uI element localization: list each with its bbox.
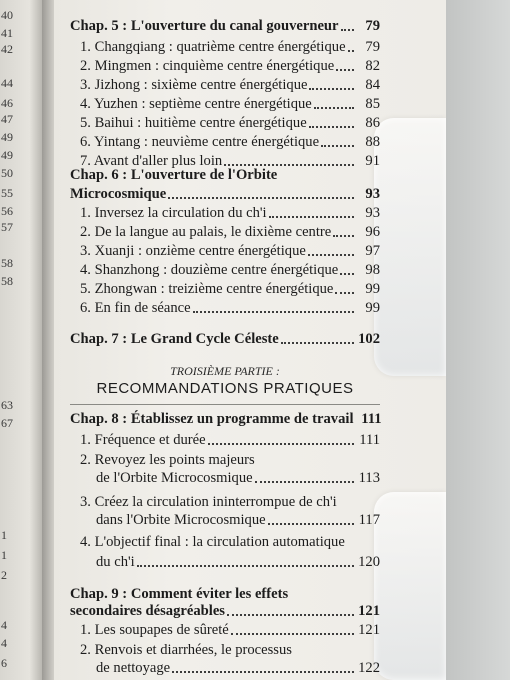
chapter-9-heading-cont: secondaires désagréables 121 [70, 603, 380, 620]
toc-entry: 3. Créez la circulation ininterrompue de ch'i [80, 494, 337, 511]
toc-entry: 5. Zhongwan : treizième centre énergétique 99 [80, 281, 380, 298]
toc-entry: 3. Xuanji : onzième centre énergétique 97 [80, 243, 380, 260]
left-page-number: 47 [1, 112, 13, 126]
left-page-number: 50 [1, 166, 13, 180]
toc-entry: 6. En fin de séance 99 [80, 300, 380, 317]
left-page-number: 63 [1, 398, 13, 412]
left-page-number: 58 [1, 274, 13, 288]
chapter-8-heading: Chap. 8 : Établissez un programme de travail 111 [70, 411, 382, 428]
toc-entry: 1. Inversez la circulation du ch'i 93 [80, 205, 380, 222]
part-title: RECOMMANDATIONS PRATIQUES [96, 380, 354, 397]
left-page-number: 58 [1, 256, 13, 270]
left-page-number: 56 [1, 204, 13, 218]
left-page-number: 4 [1, 636, 7, 650]
toc-page [54, 0, 446, 680]
left-page-number: 4 [1, 618, 7, 632]
toc-entry: 4. Yuzhen : septième centre énergétique 85 [80, 96, 380, 113]
toc-entry: 7. Avant d'aller plus loin 91 [80, 153, 380, 170]
left-page-number: 1 [1, 548, 7, 562]
toc-entry: 4. Shanzhong : douzième centre énergétique 98 [80, 262, 380, 279]
chapter-5-heading: Chap. 5 : L'ouverture du canal gouverneur 79 [70, 18, 380, 35]
left-page-number: 40 [1, 8, 13, 22]
toc-entry-cont: de l'Orbite Microcosmique 113 [96, 470, 380, 487]
left-page-number: 44 [1, 76, 13, 90]
left-page-number: 55 [1, 186, 13, 200]
left-page-number: 49 [1, 130, 13, 144]
left-page-number: 42 [1, 42, 13, 56]
toc-entry: 3. Jizhong : sixième centre énergétique 84 [80, 77, 380, 94]
toc-entry: 1. Changqiang : quatrième centre énergétique 79 [80, 39, 380, 56]
left-page-number: 67 [1, 416, 13, 430]
left-page-number: 49 [1, 148, 13, 162]
left-page-number: 46 [1, 96, 13, 110]
left-page-edge [0, 0, 42, 680]
toc-entry: 2. Revoyez les points majeurs [80, 452, 255, 469]
toc-entry: 2. Mingmen : cinquième centre énergétique 82 [80, 58, 380, 75]
chapter-9-heading: Chap. 9 : Comment éviter les effets [70, 586, 289, 603]
toc-entry: 2. Renvois et diarrhées, le processus [80, 642, 292, 659]
chapter-6-heading-cont: Microcosmique 93 [70, 186, 380, 203]
toc-entry: 4. L'objectif final : la circulation automatique [80, 534, 345, 551]
toc-entry: 2. De la langue au palais, le dixième centre 96 [80, 224, 380, 241]
left-page-number: 2 [1, 568, 7, 582]
toc-entry: 5. Baihui : huitième centre énergétique 86 [80, 115, 380, 132]
plastic-page-holder [374, 118, 446, 376]
chapter-7-heading: Chap. 7 : Le Grand Cycle Céleste 102 [70, 331, 380, 348]
left-page-number: 6 [1, 656, 7, 670]
toc-entry-cont: dans l'Orbite Microcosmique 117 [96, 512, 380, 529]
toc-entry: 1. Fréquence et durée 111 [80, 432, 380, 449]
toc-entry: 6. Yintang : neuvième centre énergétique 88 [80, 134, 380, 151]
toc-entry-cont: de nettoyage 122 [96, 660, 380, 677]
toc-entry-cont: du ch'i 120 [96, 554, 380, 571]
left-page-number: 57 [1, 220, 13, 234]
part-label: TROISIÈME PARTIE : [170, 364, 280, 378]
chapter-6-heading: Chap. 6 : L'ouverture de l'Orbite [70, 167, 278, 184]
left-page-number: 1 [1, 528, 7, 542]
left-page-number: 41 [1, 26, 13, 40]
background-right [446, 0, 510, 680]
plastic-page-holder [374, 492, 446, 680]
toc-entry: 1. Les soupapes de sûreté 121 [80, 622, 380, 639]
